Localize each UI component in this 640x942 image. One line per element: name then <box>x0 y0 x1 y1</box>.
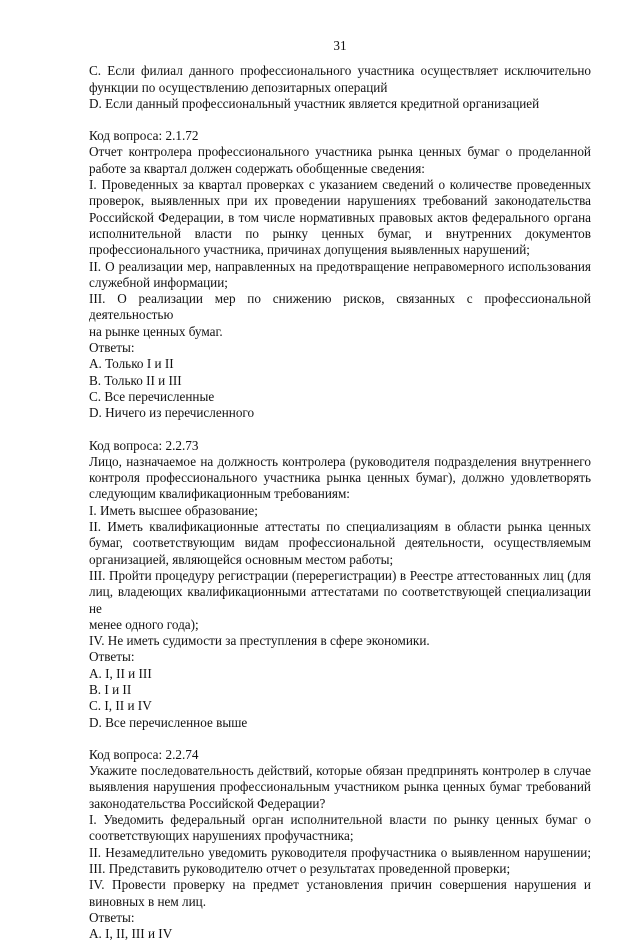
text-line: Ответы: <box>89 340 135 356</box>
text-line: IV. Провести проверку на предмет установления причин совершения нарушения и <box>89 877 591 893</box>
text-line: D. Все перечисленное выше <box>89 714 248 730</box>
text-line: B. Только II и III <box>89 372 182 388</box>
text-line: служебной информации; <box>89 274 228 290</box>
block-spacer <box>89 731 591 747</box>
question-block-prev <box>89 63 591 112</box>
question-block-q-2-2-74 <box>89 747 591 942</box>
question-block-q-2-2-73 <box>89 438 591 731</box>
text-line: лиц, владеющих квалификационными аттестатами по соответствующей специализации не <box>89 584 591 616</box>
text-line: Лицо, назначаемое на должность контролера (руководителя подразделения внутреннего <box>89 453 591 469</box>
text-line: законодательства Российской Федерации? <box>89 795 326 811</box>
text-line: следующим квалификационным требованиям: <box>89 486 350 502</box>
text-line: менее одного года); <box>89 616 199 632</box>
text-line: Российской Федерации, в том числе нормативных правовых актов федерального органа <box>89 209 591 225</box>
text-line: I. Иметь высшее образование; <box>89 502 258 518</box>
text-line: исполнительной власти по рынку ценных бумаг, и внутренних документов <box>89 225 591 241</box>
text-line: II. О реализации мер, направленных на предотвращение неправомерного использования <box>89 258 591 274</box>
text-line: соответствующих нарушениях профучастника; <box>89 828 354 844</box>
text-line: проверок, выявленных при их проведении нарушениях требований законодательства <box>89 193 591 209</box>
text-line: бумаг, соответствующим видам профессиональной деятельности, осуществляемым <box>89 535 591 551</box>
text-line: C. Все перечисленные <box>89 388 215 404</box>
text-line: IV. Не иметь судимости за преступления в сфере экономики. <box>89 633 430 649</box>
text-line: A. I, II и III <box>89 665 152 681</box>
text-line: Укажите последовательность действий, которые обязан предпринять контролер в случае <box>89 763 591 779</box>
text-line: I. Проведенных за квартал проверках с указанием сведений о количестве проведенных <box>89 177 591 193</box>
question-block-q-2-1-72 <box>89 128 591 421</box>
text-line: выявления нарушения профессиональным участником рынка ценных бумаг требований <box>89 779 591 795</box>
text-line: профессионального участника, причинах допущения выявленных нарушений; <box>89 242 530 258</box>
text-line: II. Иметь квалификационные аттестаты по специализациям в области рынка ценных <box>89 519 591 535</box>
text-line: Ответы: <box>89 649 135 665</box>
text-line: II. Незамедлительно уведомить руководителя профучастника о выявленном нарушении; <box>89 844 591 860</box>
block-spacer <box>89 112 591 128</box>
text-line: C. Если филиал данного профессионального участника осуществляет исключительно <box>89 63 591 79</box>
text-line: Код вопроса: 2.2.73 <box>89 437 199 453</box>
text-line: C. I, II и IV <box>89 698 152 714</box>
block-spacer <box>89 422 591 438</box>
text-line: контроля профессионального участника рынка ценных бумаг), должно удовлетворять <box>89 470 591 486</box>
text-line: B. I и II <box>89 681 132 697</box>
text-line: A. Только I и II <box>89 356 174 372</box>
document-page <box>89 38 591 942</box>
text-line: функции по осуществлению депозитарных операций <box>89 79 388 95</box>
text-line: Код вопроса: 2.1.72 <box>89 128 199 144</box>
document-body <box>89 63 591 942</box>
text-line: Ответы: <box>89 909 135 925</box>
text-line: III. Пройти процедуру регистрации (перерегистрации) в Реестре аттестованных лиц (для <box>89 567 591 583</box>
text-line: III. Представить руководителю отчет о результатах проведенной проверки; <box>89 860 511 876</box>
text-line: виновных в нем лиц. <box>89 893 207 909</box>
text-line: Код вопроса: 2.2.74 <box>89 746 199 762</box>
page-number: 31 <box>333 38 347 53</box>
text-line: на рынке ценных бумаг. <box>89 323 223 339</box>
text-line: работе за квартал должен содержать обобщенные сведения: <box>89 160 425 176</box>
text-line: I. Уведомить федеральный орган исполнительной власти по рынку ценных бумаг о <box>89 812 591 828</box>
text-line: A. I, II, III и IV <box>89 926 173 942</box>
text-line: организацией, являющейся основным местом работы; <box>89 551 394 567</box>
text-line: D. Ничего из перечисленного <box>89 405 255 421</box>
text-line: D. Если данный профессиональный участник является кредитной организацией <box>89 95 540 111</box>
text-line: III. О реализации мер по снижению рисков, связанных с профессиональной деятельностью <box>89 291 591 323</box>
text-line: Отчет контролера профессионального участника рынка ценных бумаг о проделанной <box>89 144 591 160</box>
